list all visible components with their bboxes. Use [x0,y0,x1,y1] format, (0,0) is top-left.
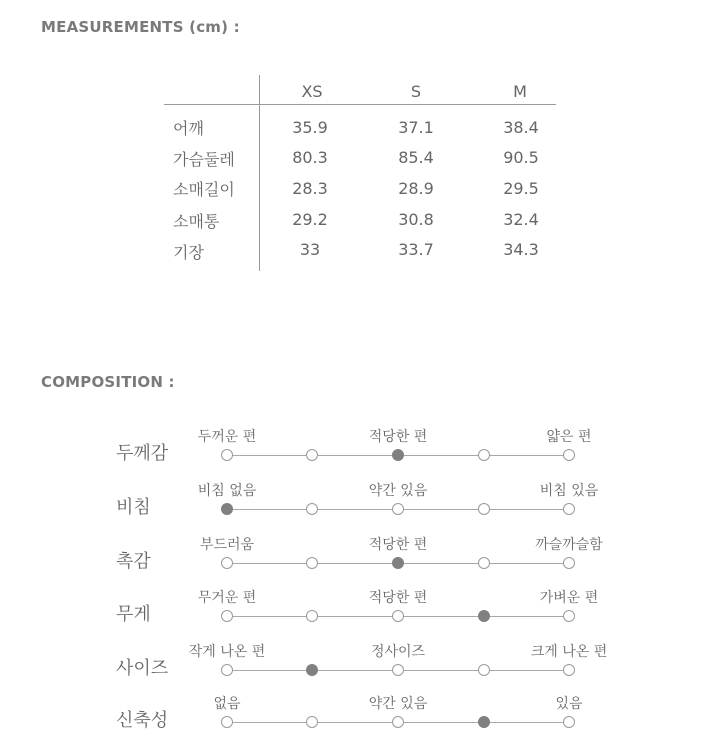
scale-mid-text-thickness: 적당한 편 [368,429,428,445]
scale-option-texture-1[interactable] [221,557,233,569]
table-label-divider [259,75,260,271]
scale-left-text-elasticity: 없음 [213,696,241,712]
column-header-s: S [410,82,422,101]
scale-option-weight-1[interactable] [221,610,233,622]
scale-mid-text-sheerness: 약간 있음 [368,483,428,499]
cell-length-s: 33.7 [398,240,434,259]
scale-option-weight-5[interactable] [563,610,575,622]
scale-label-weight: 무게 [116,604,151,625]
cell-shoulder-m: 38.4 [503,118,539,137]
cell-shoulder-xs: 35.9 [292,118,328,137]
scale-label-elasticity: 신축성 [116,710,169,731]
scale-label-thickness: 두께감 [116,443,169,464]
scale-right-text-texture: 까슬까슬함 [535,537,603,553]
scale-right-text-elasticity: 있음 [555,696,583,712]
scale-option-sheerness-5[interactable] [563,503,575,515]
row-label-length: 기장 [173,243,204,262]
scale-option-sheerness-3[interactable] [392,503,404,515]
cell-chest-xs: 80.3 [292,148,328,167]
scale-option-texture-3[interactable] [392,557,404,569]
scale-option-elasticity-2[interactable] [306,716,318,728]
scale-option-sheerness-1[interactable] [221,503,233,515]
scale-label-texture: 촉감 [116,551,151,572]
scale-option-size-5[interactable] [563,664,575,676]
cell-sleeve-width-m: 32.4 [503,210,539,229]
table-header-divider [164,104,556,105]
row-label-shoulder: 어깨 [173,119,204,138]
cell-length-m: 34.3 [503,240,539,259]
scale-left-text-size: 작게 나온 편 [188,644,266,660]
scale-option-size-3[interactable] [392,664,404,676]
scale-left-text-sheerness: 비침 없음 [197,483,257,499]
scale-label-sheerness: 비침 [116,497,151,518]
row-label-sleeve-length: 소매길이 [173,180,235,199]
scale-mid-text-texture: 적당한 편 [368,537,428,553]
scale-option-elasticity-3[interactable] [392,716,404,728]
scale-option-thickness-1[interactable] [221,449,233,461]
scale-option-texture-2[interactable] [306,557,318,569]
scale-right-text-size: 크게 나온 편 [530,644,608,660]
scale-left-text-texture: 부드러움 [199,537,255,553]
scale-option-thickness-2[interactable] [306,449,318,461]
column-header-xs: XS [301,82,323,101]
cell-length-xs: 33 [299,240,321,259]
scale-option-sheerness-2[interactable] [306,503,318,515]
cell-sleeve-length-s: 28.9 [398,179,434,198]
scale-left-text-weight: 무거운 편 [197,590,257,606]
scale-option-elasticity-4[interactable] [478,716,490,728]
scale-option-size-4[interactable] [478,664,490,676]
cell-sleeve-width-xs: 29.2 [292,210,328,229]
scale-option-weight-4[interactable] [478,610,490,622]
cell-sleeve-length-m: 29.5 [503,179,539,198]
scale-option-weight-3[interactable] [392,610,404,622]
cell-sleeve-width-s: 30.8 [398,210,434,229]
row-label-sleeve-width: 소매통 [173,212,220,231]
scale-option-weight-2[interactable] [306,610,318,622]
scale-option-thickness-4[interactable] [478,449,490,461]
cell-chest-s: 85.4 [398,148,434,167]
scale-option-size-1[interactable] [221,664,233,676]
scale-option-sheerness-4[interactable] [478,503,490,515]
scale-mid-text-elasticity: 약간 있음 [368,696,428,712]
scale-label-size: 사이즈 [116,658,169,679]
row-label-chest: 가슴둘레 [173,150,235,169]
scale-mid-text-size: 정사이즈 [370,644,426,660]
scale-option-thickness-3[interactable] [392,449,404,461]
scale-right-text-thickness: 얇은 편 [546,429,592,445]
scale-option-texture-5[interactable] [563,557,575,569]
scale-left-text-thickness: 두꺼운 편 [197,429,257,445]
column-header-m: M [513,82,527,101]
scale-right-text-weight: 가벼운 편 [539,590,599,606]
scale-option-thickness-5[interactable] [563,449,575,461]
scale-mid-text-weight: 적당한 편 [368,590,428,606]
scale-option-elasticity-1[interactable] [221,716,233,728]
cell-shoulder-s: 37.1 [398,118,434,137]
composition-title: COMPOSITION : [41,373,175,391]
scale-option-elasticity-5[interactable] [563,716,575,728]
measurements-title: MEASUREMENTS (cm) : [41,18,240,36]
cell-chest-m: 90.5 [503,148,539,167]
scale-option-texture-4[interactable] [478,557,490,569]
scale-option-size-2[interactable] [306,664,318,676]
cell-sleeve-length-xs: 28.3 [292,179,328,198]
scale-right-text-sheerness: 비침 있음 [539,483,599,499]
